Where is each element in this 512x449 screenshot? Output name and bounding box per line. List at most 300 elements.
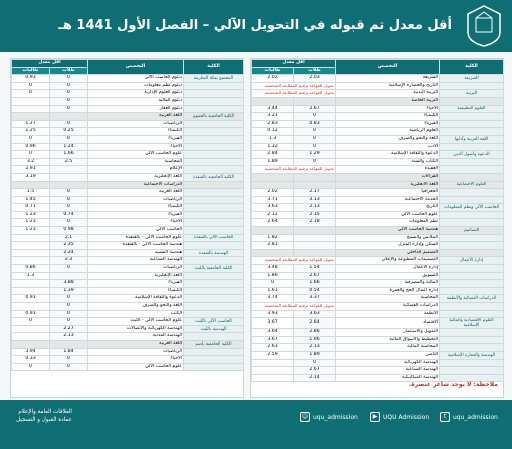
- major-cell: الرياضيات: [88, 265, 184, 273]
- students-rate-cell: [50, 173, 88, 181]
- note-cell: تحويل للقواعد ترقيم المطابقة الشخصية: [252, 90, 336, 98]
- table-row: [252, 189, 504, 197]
- female-rate-cell: 1.45: [12, 196, 50, 204]
- table-row: [12, 196, 244, 204]
- students-rate-cell: 0: [50, 303, 88, 311]
- major-cell: المالية والمصرفية: [336, 280, 440, 288]
- female-rate-cell: 2.91: [12, 166, 50, 174]
- students-rate-cell: 0: [50, 189, 88, 197]
- college-cell: [440, 128, 504, 136]
- table-row: [12, 128, 244, 136]
- footnote: ملاحظة: لا يوجد شاغر عنصرة.: [408, 381, 498, 388]
- table-row: [252, 105, 504, 113]
- table-row: [252, 219, 504, 227]
- major-cell: علوم الحاسب الآلي: [88, 151, 184, 159]
- table-row: [252, 265, 504, 273]
- students-rate-cell: 0: [50, 363, 88, 371]
- major-cell: الفيزياء: [336, 120, 440, 128]
- major-cell: اللغة العربية: [88, 113, 184, 121]
- major-cell: الهندسة الكهربائية: [336, 359, 440, 367]
- college-cell: [184, 356, 244, 364]
- female-rate-cell: [252, 97, 294, 105]
- female-rate-cell: 2.81: [252, 242, 294, 250]
- major-cell: الكيمياء: [88, 128, 184, 136]
- table-row: [12, 348, 244, 356]
- table-row: [252, 120, 504, 128]
- table-row: [12, 113, 244, 121]
- female-rate-cell: 0: [12, 363, 50, 371]
- college-cell: العلوم الاجتماعية: [440, 181, 504, 189]
- social-snapchat[interactable]: [300, 412, 358, 422]
- students-rate-cell: 1.66: [50, 151, 88, 159]
- table-row: [252, 158, 504, 166]
- table-row: [12, 249, 244, 257]
- table-row: [12, 227, 244, 235]
- students-rate-cell: 2.67: [294, 105, 336, 113]
- female-rate-cell: [12, 257, 50, 265]
- female-rate-cell: 2.63: [252, 344, 294, 352]
- table-row: [12, 143, 244, 151]
- table-row: [252, 75, 504, 83]
- college-cell: الكلية الجامعية بأضم: [184, 340, 244, 348]
- female-rate-cell: 1.3: [252, 135, 294, 143]
- college-cell: التصاميم: [440, 227, 504, 235]
- major-cell: التصميمات المطبوعة والإعلان: [336, 257, 440, 265]
- major-cell: الحاسب الآلي: [88, 227, 184, 235]
- table-row: [252, 303, 504, 311]
- college-cell: [440, 211, 504, 219]
- major-cell: السكن وإدارة المنزل: [336, 242, 440, 250]
- college-cell: [440, 219, 504, 227]
- table-row: [252, 204, 504, 212]
- female-students-header: طالبات: [252, 67, 294, 75]
- major-cell: التربية البدنية: [336, 90, 440, 98]
- college-cell: [440, 173, 504, 181]
- min-rate-header: أقل معدل: [252, 60, 336, 68]
- table-row: [252, 166, 504, 174]
- college-cell: [184, 211, 244, 219]
- major-cell: الهندسة الميكانيكية: [336, 374, 440, 382]
- table-row: [12, 75, 244, 83]
- college-cell: الكلية الجامعية بالليث: [184, 265, 244, 273]
- female-rate-cell: [12, 181, 50, 189]
- students-rate-cell: 0.98: [50, 227, 88, 235]
- major-cell: دبلوم نظم معلومات: [88, 82, 184, 90]
- female-rate-cell: 3.63: [252, 204, 294, 212]
- footer-bar: [0, 400, 512, 449]
- major-cell: الخدمة الاجتماعية: [336, 196, 440, 204]
- college-cell: [184, 242, 244, 250]
- students-rate-cell: 3.37: [294, 295, 336, 303]
- college-cell: [184, 105, 244, 113]
- college-cell: [184, 128, 244, 136]
- female-rate-cell: [12, 249, 50, 257]
- female-rate-cell: 2.84: [252, 151, 294, 159]
- table-row: [12, 356, 244, 364]
- students-rate-cell: 0: [50, 105, 88, 113]
- students-rate-cell: [294, 181, 336, 189]
- table-row: [252, 181, 504, 189]
- female-rate-cell: 3.71: [252, 196, 294, 204]
- students-rate-cell: 0.54: [294, 287, 336, 295]
- note-cell: تحويل للقواعد ترقيم المطابقة الشخصية: [252, 257, 336, 265]
- students-rate-cell: 0: [294, 128, 336, 136]
- female-rate-cell: 1.25: [12, 128, 50, 136]
- students-rate-cell: 0: [50, 97, 88, 105]
- major-cell: التخطيط والأسواق المالية: [336, 336, 440, 344]
- college-cell: [440, 249, 504, 257]
- students-rate-cell: 2.67: [294, 272, 336, 280]
- students-rate-cell: [50, 272, 88, 280]
- table-row: [12, 105, 244, 113]
- students-rate-cell: 0: [294, 359, 336, 367]
- female-rate-cell: [12, 234, 50, 242]
- table-row: [252, 287, 504, 295]
- female-rate-cell: 3.93: [252, 310, 294, 318]
- female-rate-cell: 0: [252, 280, 294, 288]
- college-cell: [184, 272, 244, 280]
- college-cell: التربية: [440, 90, 504, 98]
- students-rate-cell: 1.89: [294, 351, 336, 359]
- major-cell: إدارة الأعمال: [336, 265, 440, 273]
- female-rate-cell: 3.21: [252, 113, 294, 121]
- college-cell: [440, 234, 504, 242]
- female-rate-cell: [12, 303, 50, 311]
- college-cell: [440, 143, 504, 151]
- major-cell: الأحياء: [88, 219, 184, 227]
- college-cell: [184, 287, 244, 295]
- students-rate-cell: [50, 113, 88, 121]
- table-row: [12, 173, 244, 181]
- major-cell: دبلوم العلوم الإدارية: [88, 90, 184, 98]
- students-rate-cell: 2.18: [294, 219, 336, 227]
- table-row: [252, 196, 504, 204]
- college-cell: [440, 196, 504, 204]
- students-rate-cell: 2.03: [294, 75, 336, 83]
- female-rate-cell: [12, 242, 50, 250]
- table-row: [12, 135, 244, 143]
- table-row: [252, 242, 504, 250]
- college-cell: الكلية الجامعية بالقنفذة: [184, 173, 244, 181]
- major-header: التخصص: [88, 60, 184, 75]
- female-rate-cell: 0: [12, 151, 50, 159]
- major-cell: التاريخ والحضارة الإسلامية: [336, 82, 440, 90]
- table-row: [12, 166, 244, 174]
- female-rate-cell: [12, 113, 50, 121]
- female-rate-cell: 3.2: [12, 158, 50, 166]
- college-cell: [184, 151, 244, 159]
- youtube-icon: ▶: [370, 412, 380, 422]
- major-cell: الإعلام: [88, 166, 184, 174]
- students-rate-cell: 0.74: [50, 211, 88, 219]
- female-rate-cell: 0.86: [12, 265, 50, 273]
- female-rate-cell: 1.23: [12, 211, 50, 219]
- college-cell: [184, 303, 244, 311]
- students-header: طلاب: [294, 67, 336, 75]
- footer-brand: [16, 408, 72, 424]
- major-cell: الكيمياء: [336, 113, 440, 121]
- major-cell: دبلوم المالية: [88, 97, 184, 105]
- major-cell: الرياضيات: [88, 348, 184, 356]
- major-cell: الشريعة: [336, 75, 440, 83]
- major-cell: الأدب: [336, 143, 440, 151]
- major-cell: الفيزياء: [88, 280, 184, 288]
- college-cell: الدعوة وأصول الدين: [440, 151, 504, 159]
- table-row: [252, 295, 504, 303]
- table-row: [252, 359, 504, 367]
- major-cell: هندسة الحاسب الآلي: [336, 227, 440, 235]
- female-rate-cell: 1.89: [252, 158, 294, 166]
- right-table: [251, 59, 504, 382]
- college-cell: الحاسب الآلي بالليث: [184, 318, 244, 326]
- college-cell: [440, 166, 504, 174]
- table-row: [12, 333, 244, 341]
- female-rate-cell: 2.12: [252, 211, 294, 219]
- students-rate-cell: [294, 97, 336, 105]
- college-cell: [184, 219, 244, 227]
- female-rate-cell: [12, 287, 50, 295]
- college-cell: [440, 265, 504, 273]
- table-row: [252, 151, 504, 159]
- female-rate-cell: 2.02: [252, 75, 294, 83]
- page-title: أقل معدل تم قبوله في التحويل الآلي – الفصل الأول 1441 هـ: [58, 18, 452, 33]
- female-rate-cell: [12, 97, 50, 105]
- female-rate-cell: [12, 105, 50, 113]
- table-row: [12, 303, 244, 311]
- female-rate-cell: 3.48: [252, 265, 294, 273]
- college-cell: [440, 280, 504, 288]
- major-cell: الكيمياء: [88, 204, 184, 212]
- major-cell: الدراسات القضائية: [336, 303, 440, 311]
- major-cell: علوم الحاسب الآلي: [88, 363, 184, 371]
- students-rate-cell: 2.14: [294, 374, 336, 382]
- table-row: [12, 325, 244, 333]
- major-cell: الدعوة والثقافة الإسلامية: [336, 151, 440, 159]
- students-rate-cell: 2.86: [294, 329, 336, 337]
- students-rate-cell: 0: [294, 143, 336, 151]
- female-rate-cell: 0.12: [252, 128, 294, 136]
- table-row: [12, 82, 244, 90]
- students-rate-cell: 1.66: [294, 280, 336, 288]
- students-rate-cell: 0: [50, 310, 88, 318]
- table-row: [252, 351, 504, 359]
- students-rate-cell: 2.15: [294, 211, 336, 219]
- female-rate-cell: [252, 367, 294, 375]
- table-row: [12, 204, 244, 212]
- social-youtube[interactable]: [370, 412, 429, 422]
- students-rate-cell: 2.3: [50, 257, 88, 265]
- students-rate-cell: 0: [294, 113, 336, 121]
- female-rate-cell: 0: [12, 318, 50, 326]
- major-cell: اللغة الانجليزية: [336, 181, 440, 189]
- female-rate-cell: [252, 359, 294, 367]
- table-row: [252, 272, 504, 280]
- college-cell: [440, 367, 504, 375]
- table-row: [252, 329, 504, 337]
- students-rate-cell: 0: [50, 265, 88, 273]
- snapchat-handle: uqu_admission: [313, 413, 358, 421]
- major-cell: الجغرافيا: [336, 189, 440, 197]
- major-header: التخصص: [336, 60, 440, 75]
- college-cell: [184, 90, 244, 98]
- header-banner: [0, 0, 512, 52]
- table-row: [252, 173, 504, 181]
- students-rate-cell: 1.84: [50, 348, 88, 356]
- students-rate-cell: 2.13: [294, 344, 336, 352]
- table-row: [252, 97, 504, 105]
- female-rate-cell: 2.02: [252, 189, 294, 197]
- female-rate-cell: 0.91: [12, 310, 50, 318]
- students-rate-cell: [50, 340, 88, 348]
- students-rate-cell: 1.29: [294, 151, 336, 159]
- students-rate-cell: 2.67: [294, 367, 336, 375]
- students-rate-cell: [294, 173, 336, 181]
- students-rate-cell: [294, 249, 336, 257]
- college-cell: [184, 181, 244, 189]
- college-cell: [184, 158, 244, 166]
- college-cell: الهندسة بالليث: [184, 325, 244, 333]
- students-rate-cell: 2.17: [294, 189, 336, 197]
- table-row: [252, 90, 504, 98]
- students-rate-cell: [50, 181, 88, 189]
- students-rate-cell: 2.13: [294, 204, 336, 212]
- major-cell: علوم الحاسب الآلي - الليث: [88, 318, 184, 326]
- major-cell: علوم الحاسب الآلي: [336, 211, 440, 219]
- female-rate-cell: 2.59: [252, 351, 294, 359]
- table-row: [12, 219, 244, 227]
- college-cell: الحاسب الآلي ونظم المعلومات: [440, 204, 504, 212]
- students-rate-cell: [50, 166, 88, 174]
- college-cell: الدراسات القضائية والأنظمة: [440, 295, 504, 303]
- college-cell: [440, 272, 504, 280]
- brand-line-1: العلاقات العامة والإعلام: [18, 409, 72, 415]
- female-rate-cell: 1.86: [252, 272, 294, 280]
- students-rate-cell: 2.24: [50, 249, 88, 257]
- major-cell: دبلوم الحاسب الآلي: [88, 75, 184, 83]
- table-row: [12, 280, 244, 288]
- major-cell: الأحياء: [88, 356, 184, 364]
- major-cell: الهندسة الكهربائية والاتصالات: [88, 325, 184, 333]
- students-rate-cell: 0.25: [50, 128, 88, 136]
- table-row: [252, 310, 504, 318]
- table-row: [252, 211, 504, 219]
- table-row: [12, 363, 244, 371]
- female-rate-cell: [252, 181, 294, 189]
- students-rate-cell: 3.13: [294, 196, 336, 204]
- college-cell: [184, 196, 244, 204]
- students-rate-cell: 0: [50, 135, 88, 143]
- table-row: [12, 97, 244, 105]
- major-cell: الدراسات الاجتماعية: [88, 181, 184, 189]
- college-header: الكلية: [440, 60, 504, 75]
- students-rate-cell: 1.39: [50, 287, 88, 295]
- table-row: [252, 143, 504, 151]
- left-table-panel: [10, 58, 244, 398]
- snapchat-icon: ☺: [301, 413, 309, 420]
- table-row: [12, 340, 244, 348]
- youtube-handle: UQU Admission: [383, 413, 430, 421]
- table-row: [12, 234, 244, 242]
- students-rate-cell: 2.13: [50, 333, 88, 341]
- table-row: [252, 344, 504, 352]
- table-row: [12, 158, 244, 166]
- female-rate-cell: 0.33: [12, 356, 50, 364]
- college-cell: إدارة الأعمال: [440, 257, 504, 265]
- table-row: [252, 249, 504, 257]
- right-table-panel: [250, 58, 504, 398]
- major-cell: التسويق: [336, 272, 440, 280]
- female-students-header: طالبات: [12, 67, 50, 75]
- students-rate-cell: 0: [50, 356, 88, 364]
- college-cell: [440, 359, 504, 367]
- students-rate-cell: 0: [50, 82, 88, 90]
- major-cell: اللغة العربية: [88, 340, 184, 348]
- major-cell: الفيزياء: [88, 211, 184, 219]
- major-cell: الهندسة الصناعية: [336, 367, 440, 375]
- students-rate-cell: 0: [50, 219, 88, 227]
- major-cell: اللغة الإنجليزية: [88, 173, 184, 181]
- table-row: [252, 280, 504, 288]
- note-cell: تحويل للقواعد ترقيم المطابقة الشخصية: [252, 303, 336, 311]
- major-cell: التاريخ: [336, 204, 440, 212]
- major-cell: الاقتصاد: [336, 318, 440, 329]
- table-row: [252, 367, 504, 375]
- students-rate-cell: [294, 242, 336, 250]
- students-header: طلاب: [50, 67, 88, 75]
- students-rate-cell: 0: [50, 295, 88, 303]
- note-cell: تحويل للقواعد ترقيم المطابقة الشخصية: [252, 82, 336, 90]
- college-cell: اللغة العربية وآدابها: [440, 135, 504, 143]
- female-rate-cell: 3.44: [252, 105, 294, 113]
- table-row: [12, 181, 244, 189]
- social-twitter[interactable]: [440, 412, 498, 422]
- students-rate-cell: 1.54: [294, 265, 336, 273]
- major-cell: القراءات: [336, 173, 440, 181]
- female-rate-cell: 3.67: [252, 318, 294, 329]
- major-cell: هندسة التشييد: [88, 249, 184, 257]
- major-cell: علوم الحاسب الآلي - بالقنفذة: [88, 234, 184, 242]
- college-cell: [184, 280, 244, 288]
- major-cell: التصميم الداخلي: [336, 249, 440, 257]
- students-rate-cell: 0: [50, 196, 88, 204]
- female-rate-cell: 3.64: [252, 329, 294, 337]
- major-cell: إدارة أعمال الحج والعمرة: [336, 287, 440, 295]
- major-cell: الفيزياء: [88, 135, 184, 143]
- table-row: [12, 318, 244, 326]
- college-cell: [440, 336, 504, 344]
- college-cell: [184, 204, 244, 212]
- table-row: [252, 336, 504, 344]
- female-rate-cell: 0: [12, 82, 50, 90]
- major-cell: اللغة والنحو والصرف: [336, 135, 440, 143]
- left-table: [11, 59, 244, 371]
- college-cell: الكلية الجامعية بالجموم: [184, 113, 244, 121]
- college-cell: [440, 310, 504, 318]
- major-cell: التربية الخاصة: [336, 97, 440, 105]
- students-rate-cell: 3.63: [294, 310, 336, 318]
- twitter-icon: t: [440, 412, 450, 422]
- brand-line-2: عمادة القبول و التسجيل: [16, 417, 72, 423]
- table-row: [12, 272, 244, 280]
- college-cell: [184, 189, 244, 197]
- female-rate-cell: 1.5: [12, 189, 50, 197]
- students-rate-cell: 2.27: [50, 325, 88, 333]
- table-row: [12, 287, 244, 295]
- major-cell: اللغة العربية: [88, 189, 184, 197]
- students-rate-cell: 0: [50, 120, 88, 128]
- university-logo-icon: [464, 4, 504, 48]
- female-rate-cell: 1.61: [252, 287, 294, 295]
